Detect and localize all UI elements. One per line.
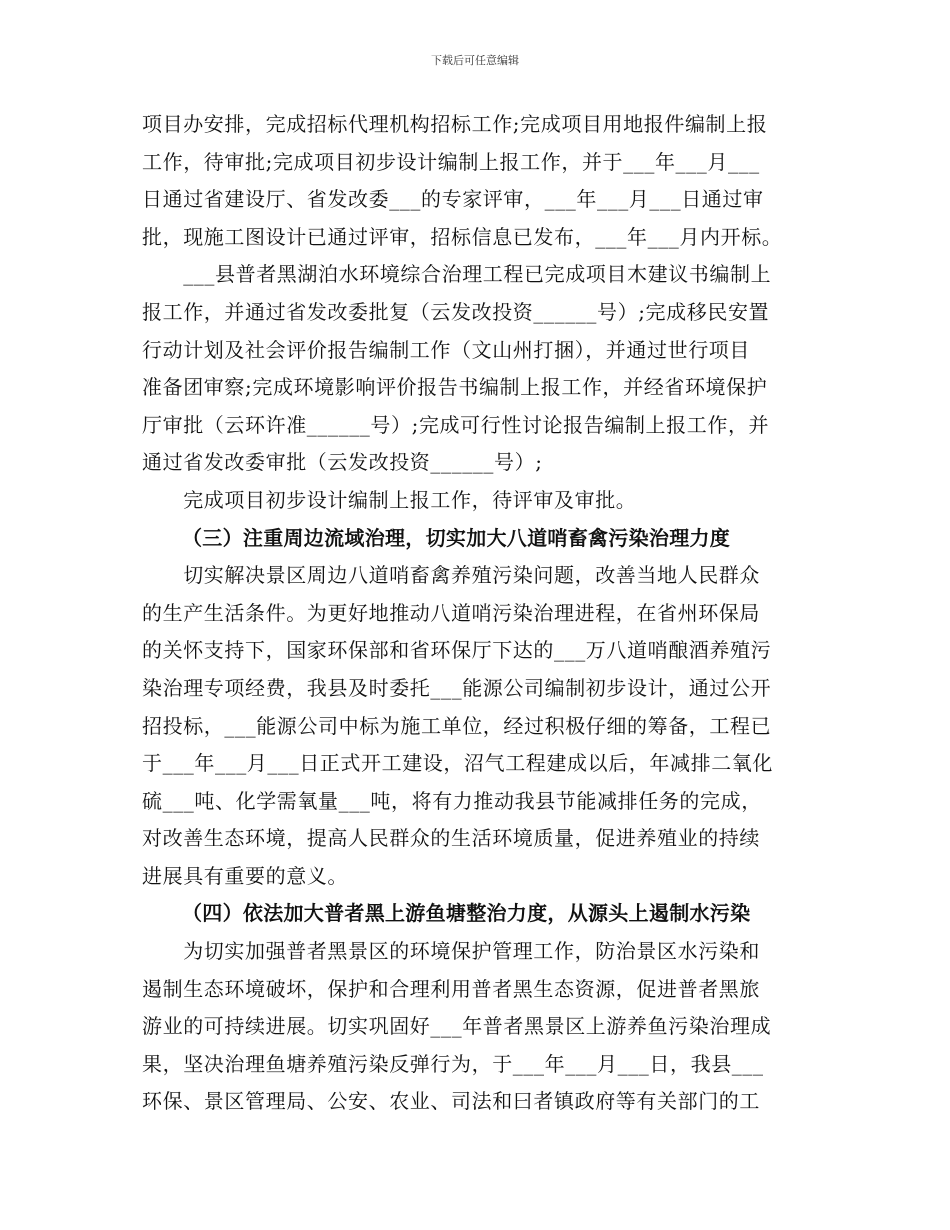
- text-line: 厅审批（云环许准______号）;完成可行性讨论报告编制上报工作，并: [142, 412, 770, 437]
- text-line: 的关怀支持下，国家环保部和省环保厅下达的___万八道哨酿酒养殖污: [142, 638, 772, 663]
- section-heading: （三）注重周边流域治理，切实加大八道哨畜禽污染治理力度: [182, 525, 731, 550]
- text-line: 于___年___月___日正式开工建设，沼气工程建成以后，年减排二氧化: [142, 751, 773, 776]
- text-line: 硫___吨、化学需氧量___吨，将有力推动我县节能减排任务的完成，: [142, 788, 762, 813]
- text-line: 准备团审察;完成环境影响评价报告书编制上报工作，并经省环境保护: [142, 375, 768, 400]
- text-line: 的生产生活条件。为更好地推动八道哨污染治理进程，在省州环保局: [142, 600, 760, 625]
- text-line: 招投标，___能源公司中标为施工单位，经过积极仔细的筹备，工程已: [142, 713, 772, 738]
- text-line: 项目办安排，完成招标代理机构招标工作;完成项目用地报件编制上报: [142, 112, 768, 136]
- text-line: 环保、景区管理局、公安、农业、司法和曰者镇政府等有关部门的工: [142, 1089, 760, 1114]
- text-line: 报工作，并通过省发改委批复（云发改投资______号）;完成移民安置: [142, 299, 770, 324]
- text-line: 染治理专项经费，我县及时委托___能源公司编制初步设计，通过公开: [142, 675, 772, 700]
- document-body: [142, 106, 810, 1121]
- text-line: 果，坚决治理鱼塘养殖污染反弹行为，于___年___月___日，我县___: [142, 1051, 764, 1076]
- text-line: 进展具有重要的意义。: [142, 863, 348, 888]
- text-line: 工作，待审批;完成项目初步设计编制上报工作，并于___年___月___: [142, 149, 760, 174]
- text-line: 对改善生态环境，提高人民群众的生活环境质量，促进养殖业的持续: [142, 826, 760, 851]
- text-line: ___县普者黑湖泊水环境综合治理工程已完成项目木建议书编制上: [142, 262, 772, 287]
- text-line: 日通过省建设厅、省发改委___的专家评审，___年___月___日通过审: [142, 187, 764, 212]
- text-line: 行动计划及社会评价报告编制工作（文山州打捆），并通过世行项目: [142, 337, 750, 362]
- text-line: 游业的可持续进展。切实巩固好___年普者黑景区上游养鱼污染治理成: [142, 1014, 772, 1039]
- text-line: 批，现施工图设计已通过评审，招标信息已发布，___年___月内开标。: [142, 224, 783, 249]
- page-header: 下载后可任意编辑: [431, 54, 519, 67]
- text-line: 遏制生态环境破坏，保护和合理利用普者黑生态资源，促进普者黑旅: [142, 976, 760, 1001]
- section-heading: （四）依法加大普者黑上游鱼塘整治力度，从源头上遏制水污染: [182, 901, 751, 926]
- text-line: 切实解决景区周边八道哨畜禽养殖污染问题，改善当地人民群众: [142, 563, 760, 588]
- text-line: 通过省发改委审批（云发改投资______号）;: [142, 450, 543, 475]
- text-line: 完成项目初步设计编制上报工作，待评审及审批。: [142, 487, 637, 512]
- text-line: 为切实加强普者黑景区的环境保护管理工作，防治景区水污染和: [142, 939, 760, 964]
